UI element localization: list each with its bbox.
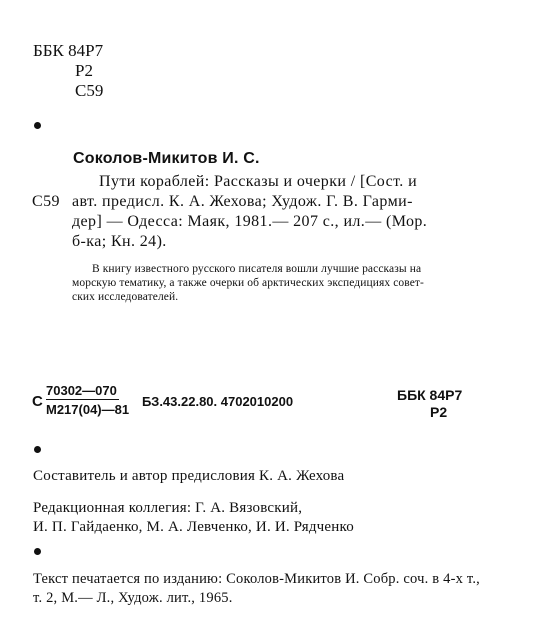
annotation-line: В книгу известного русского писателя вошли лучшие рассказы на [92,263,422,275]
catalog-codes: БЗ.43.22.80. 4702010200 [142,394,294,409]
editorial-board-line: Редакционная коллегия: Г. А. Вязовский, [33,500,303,516]
source-note-line: т. 2, М.— Л., Худож. лит., 1965. [33,590,233,606]
bullet-marker [34,122,41,129]
source-note-line: Текст печатается по изданию: Соколов-Микитов И. Собр. соч. в 4-х т., [33,571,480,587]
fraction-numerator: 70302—070 [46,383,117,398]
bbk-subcode-top: Р2 [75,61,93,80]
bbk-subcode-catalog: Р2 [430,404,448,420]
compiler-credit: Составитель и автор предисловия К. А. Жехова [33,468,345,484]
author-heading: Соколов-Микитов И. С. [73,150,260,167]
author-sign-top: С59 [75,81,104,100]
description-line: Пути кораблей: Рассказы и очерки / [Сост. и [99,173,418,190]
description-line: авт. предисл. К. А. Жехова; Худож. Г. В. Гарми- [72,193,413,210]
editorial-board-line: И. П. Гайдаенко, М. А. Левченко, И. И. Рядченко [33,519,354,535]
description-line: б-ка; Кн. 24). [72,233,167,250]
fraction-letter: С [32,393,43,410]
catalog-code: С59 [32,193,60,210]
annotation-line: ских исследователей. [72,291,179,303]
description-line: дер] — Одесса: Маяк, 1981.— 207 с., ил.— (Мор. [72,213,428,230]
bbk-code-top: ББК 84Р7 [33,41,104,60]
bullet-marker [34,446,41,453]
fraction-denominator: М217(04)—81 [46,402,130,417]
bbk-code-catalog: ББК 84Р7 [397,387,463,403]
bullet-marker [34,548,41,555]
annotation-line: морскую тематику, а также очерки об арктических экспедициях совет- [72,277,424,289]
